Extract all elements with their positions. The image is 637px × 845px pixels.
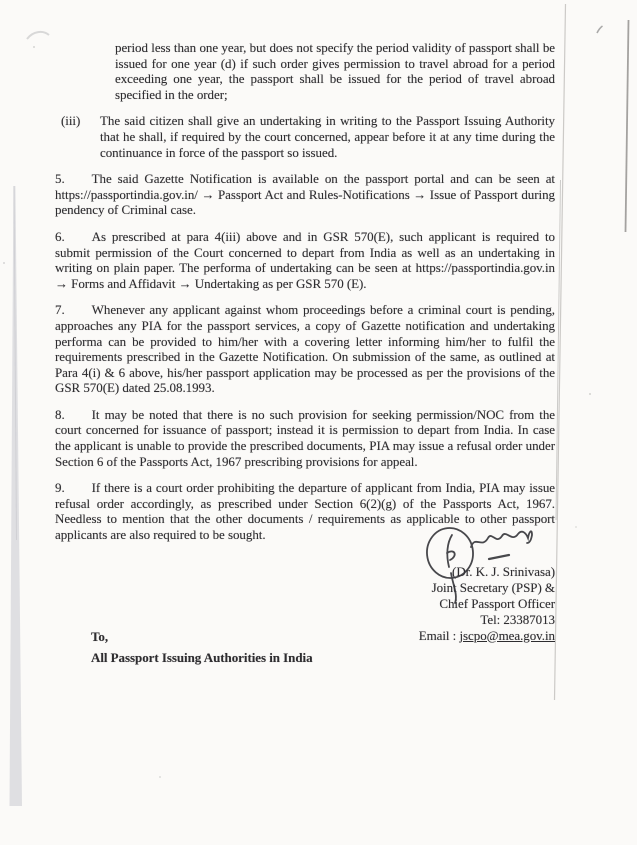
signatory-tel: Tel: 23387013	[480, 611, 555, 627]
signatory-email-line	[419, 628, 555, 644]
list-item-iii	[61, 113, 555, 160]
paragraph-continuation: period less than one year, but does not specify the period validity of passport shall be issued for one year (d) if such order gives permission to travel abroad for a period exceeding one year, the passport shall be issued for the period of travel abroad specified in the order;	[115, 40, 555, 102]
paragraph-8-number: 8.	[55, 406, 65, 422]
paragraph-6-text: As prescribed at para 4(iii) above and in GSR 570(E), such applicant is required to submit permission of the Court concerned to depart from India as well as an undertaking in writing on plain paper. The performa of undertaking can be seen at https://passportindia.gov.in → Forms and Affidavit → Undertaking as per GSR 570 (E).	[55, 228, 555, 291]
paragraph-7-number: 7.	[55, 302, 65, 318]
addressee-block	[91, 626, 313, 668]
paragraph-8	[55, 407, 555, 469]
addressee-line: All Passport Issuing Authorities in India	[91, 649, 313, 665]
signatory-title-2: Chief Passport Officer	[439, 595, 555, 611]
paragraph-9-text: If there is a court order prohibiting the departure of applicant from India, PIA may issue refusal order accordingly, as prescribed under Section 6(2)(g) of the Passports Act, 1967. Needless to mention that the other documents / requirements as applicable to other passport applicants are also required to be sought.	[55, 480, 555, 543]
paragraph-9-number: 9.	[55, 480, 65, 496]
list-item-iii-text: The said citizen shall give an undertaking in writing to the Passport Issuing Authority that he shall, if required by the court concerned, appear before it at any time during the continuance in force of the passport so issued.	[100, 113, 555, 160]
email-address: jscpo@mea.gov.in	[459, 627, 555, 643]
paragraph-8-text: It may be noted that there is no such provision for seeking permission/NOC from the court concerned for issuance of passport; instead it is permission to depart from India. In case the applicant is unable to provide the prescribed documents, PIA may issue a refusal order under Section 6 of the Passports Act, 1967 prescribing provisions for appeal.	[55, 406, 555, 469]
signature-block	[419, 564, 555, 644]
signatory-title-1: Joint Secretary (PSP) &	[431, 579, 555, 595]
paragraph-7	[55, 302, 555, 396]
paragraph-7-text: Whenever any applicant against whom proceedings before a criminal court is pending, approaches any PIA for the passport services, a copy of Gazette notification and undertaking performa can be provided to him/her with a covering letter informing him/her to fulfil the requirements prescribed in the Gazette Notification. On submission of the same, as outlined at Para 4(i) & 6 above, his/her passport application may be processed as per the provisions of the GSR 570(E) dated 25.08.1993.	[55, 302, 555, 396]
paragraph-5	[55, 171, 555, 218]
addressee-to: To,	[91, 628, 109, 644]
paragraph-5-number: 5.	[55, 171, 65, 187]
signatory-name: (Dr. K. J. Srinivasa)	[452, 563, 555, 579]
list-item-iii-label: (iii)	[61, 113, 81, 129]
paragraph-6	[55, 229, 555, 291]
paragraph-9	[55, 480, 555, 542]
email-label: Email :	[418, 627, 460, 643]
signature-footer	[55, 554, 555, 714]
paragraph-5-text: The said Gazette Notification is available on the passport portal and can be seen at https://passportindia.gov.in/ → Passport Act and Rules-Notifications → Issue of Passport during pendency of Criminal case.	[55, 171, 555, 218]
scan-speck	[159, 776, 161, 778]
paragraph-6-number: 6.	[55, 228, 65, 244]
